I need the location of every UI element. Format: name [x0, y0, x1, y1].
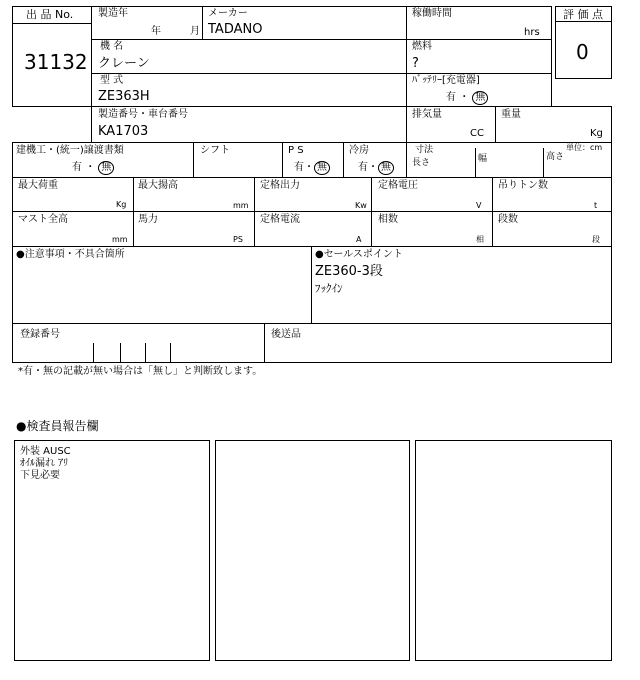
inspector-box-2: [215, 440, 410, 661]
max-lift-label: 最大揚高: [138, 180, 178, 191]
shipping-label: 後送品: [271, 329, 301, 340]
cooling-options: [358, 161, 394, 175]
weight-label: 重量: [501, 109, 521, 120]
serial-value: KA1703: [98, 124, 149, 139]
horsepower-label: 馬力: [138, 214, 158, 225]
model-type-label: 型 式: [100, 75, 124, 86]
ps-no-circled: 無: [314, 161, 330, 175]
inspector-box-3: [415, 440, 612, 661]
cooling-dot: ・: [368, 162, 378, 173]
transfer-doc-no-circled: 無: [98, 161, 114, 175]
inspector-line1: 外装 AUSC: [20, 446, 71, 457]
dimensions-unit-note: 単位：cm: [566, 143, 603, 152]
notes-label: ●注意事項・不具合箇所: [16, 249, 125, 260]
dimensions-length: 長さ: [412, 158, 431, 168]
battery-options: [446, 91, 488, 105]
rated-current-unit: A: [356, 235, 362, 244]
footnote: *有・無の記載が無い場合は「無し」と判断致します。: [18, 366, 263, 377]
sales-point-label: ●セールスポイント: [315, 249, 403, 260]
rated-current-label: 定格電流: [260, 214, 300, 225]
cooling-yes: 有: [358, 162, 368, 173]
rating-label: 評 価 点: [563, 8, 603, 21]
rating-value: 0: [576, 40, 589, 64]
cooling-label: 冷房: [349, 145, 369, 156]
sales-point-line1: ZE360-3段: [315, 264, 383, 279]
battery-yes: 有: [446, 92, 456, 103]
dimensions-width: 幅: [478, 154, 488, 164]
shipping-cell: [264, 323, 612, 363]
inspector-line2: ｵｲﾙ漏れ ｱﾘ: [20, 458, 69, 469]
registration-label: 登録番号: [20, 329, 60, 340]
phase-label: 相数: [378, 214, 398, 225]
lot-number-value: 31132: [24, 50, 88, 74]
max-load-label: 最大荷重: [18, 180, 58, 191]
transfer-doc-dot: ・: [85, 162, 96, 173]
hours-unit: hrs: [524, 27, 540, 38]
stages-unit: 段: [592, 235, 600, 244]
cooling-no-circled: 無: [378, 161, 394, 175]
stages-label: 段数: [498, 214, 518, 225]
phase-unit: 相: [476, 235, 484, 244]
lot-number-label: 出 品 No.: [26, 8, 74, 21]
weight-unit: Kg: [590, 128, 603, 139]
maker-value: TADANO: [208, 22, 263, 37]
transfer-doc-label: 建機工・(統一)譲渡書類: [16, 145, 124, 156]
mast-height-label: マスト全高: [18, 214, 68, 225]
shift-label: シフト: [200, 145, 230, 156]
fuel-label: 燃料: [412, 41, 432, 52]
fuel-value: ?: [412, 56, 419, 71]
serial-label: 製造番号・車台番号: [98, 109, 188, 120]
displacement-unit: CC: [470, 128, 484, 139]
horsepower-unit: PS: [233, 235, 243, 244]
battery-no-circled: 無: [472, 91, 488, 105]
rated-voltage-unit: V: [476, 201, 482, 210]
model-name-label: 機 名: [100, 41, 124, 52]
battery-dot: ・: [459, 92, 470, 103]
month-unit: 月: [190, 26, 200, 37]
battery-label: ﾊﾞｯﾃﾘｰ[充電器]: [412, 75, 480, 86]
dimensions-label: 寸法: [415, 145, 434, 155]
displacement-label: 排気量: [412, 109, 442, 120]
max-lift-unit: mm: [233, 201, 249, 210]
hoist-ton-unit: t: [594, 201, 598, 210]
rated-output-unit: Kw: [355, 201, 367, 210]
rated-voltage-label: 定格電圧: [378, 180, 418, 191]
ps-yes: 有: [294, 162, 304, 173]
ps-options: [294, 161, 330, 175]
hours-label: 稼働時間: [412, 8, 452, 19]
mast-height-unit: mm: [112, 235, 128, 244]
transfer-doc-options: [72, 161, 114, 175]
inspector-line3: 下見必要: [20, 470, 60, 481]
transfer-doc-yes: 有: [72, 162, 82, 173]
year-label: 製造年: [98, 8, 128, 19]
hoist-ton-label: 吊りトン数: [498, 180, 548, 191]
rated-output-label: 定格出力: [260, 180, 300, 191]
maker-label: メーカー: [208, 8, 248, 19]
model-type-value: ZE363H: [98, 89, 150, 104]
ps-label: P S: [288, 145, 304, 156]
max-load-unit: Kg: [116, 200, 127, 209]
dimensions-height: 高さ: [546, 152, 565, 162]
sales-point-line2: ﾌｯｸｲﾝ: [315, 282, 343, 295]
model-name-value: クレーン: [98, 56, 150, 71]
year-unit: 年: [151, 26, 161, 37]
inspector-title: ●検査員報告欄: [16, 419, 99, 433]
ps-dot: ・: [304, 162, 314, 173]
